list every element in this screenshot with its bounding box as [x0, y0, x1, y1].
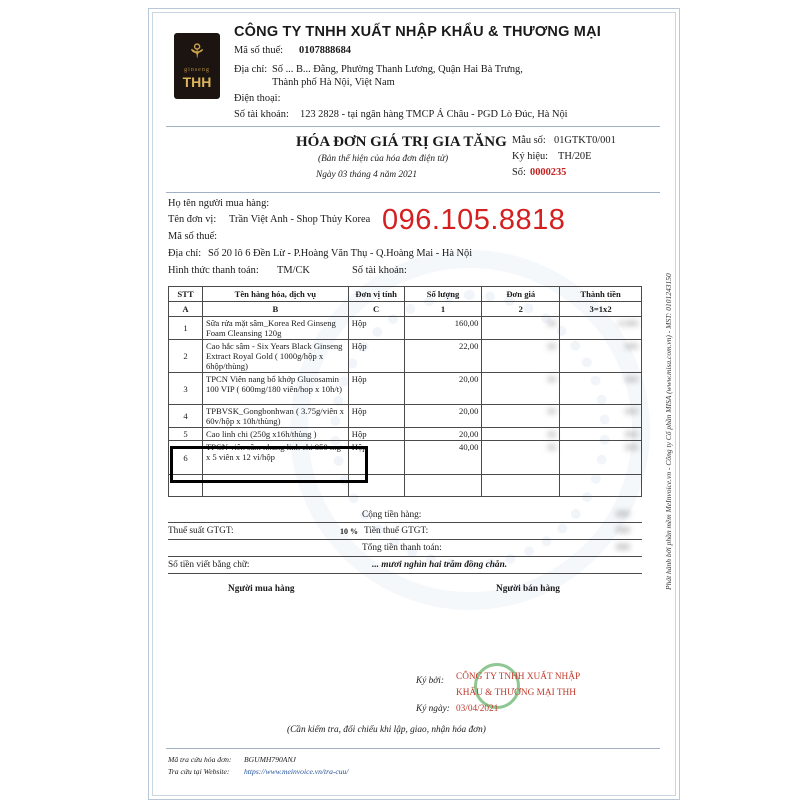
row-name: TPCN viên sâm nhung linh chi 850 mg x 5 viên x 12 vỉ/hộp	[202, 441, 348, 475]
title-divider	[166, 192, 660, 193]
signed-date-label: Ký ngày:	[416, 704, 450, 714]
invoice-date: Ngày 03 tháng 4 năm 2021	[316, 170, 417, 180]
buyer-tax-label: Mã số thuế:	[168, 231, 218, 242]
col-code: 1	[404, 302, 482, 317]
row-qty: 22,00	[404, 340, 482, 373]
row-qty: 20,00	[404, 373, 482, 405]
table-row	[169, 340, 642, 373]
table-code-row	[169, 302, 642, 317]
buyer-unit-value: Trần Việt Anh - Shop Thủy Korea	[229, 214, 371, 225]
row-price: 00	[482, 317, 560, 340]
row-amount: 000	[560, 340, 642, 373]
logo-brand: ginseng	[184, 67, 210, 73]
seller-tax-code: 0107888684	[299, 45, 351, 56]
row-6-highlight-box	[170, 446, 368, 483]
col-header: Tên hàng hóa, dịch vụ	[202, 287, 348, 302]
buyer-address-value: Số 20 lô 6 Đền Lừ - P.Hoàng Văn Thụ - Q.Hoàng Mai - Hà Nội	[208, 248, 473, 259]
row-stt: 4	[169, 405, 203, 428]
totals-divider	[168, 522, 642, 523]
lookup-site-link[interactable]: https://www.meinvoice.vn/tra-cuu/	[244, 767, 349, 776]
row-amount: 000	[560, 441, 642, 475]
footer-divider	[166, 748, 660, 749]
buyer-signature-label: Người mua hàng	[228, 584, 295, 594]
row-stt: 5	[169, 428, 203, 441]
row-unit: Hộp	[348, 441, 404, 475]
row-stt: 3	[169, 373, 203, 405]
row-price: 00	[482, 405, 560, 428]
seller-account-label: Số tài khoản:	[234, 109, 289, 120]
header-divider	[166, 126, 660, 127]
row-unit: Hộp	[348, 405, 404, 428]
lookup-site-label: Tra cứu tại Website:	[168, 767, 230, 776]
col-code: 2	[482, 302, 560, 317]
col-code: A	[169, 302, 203, 317]
invoice-title: HÓA ĐƠN GIÁ TRỊ GIA TĂNG	[296, 134, 507, 150]
form-value: 01GTKT0/001	[554, 135, 616, 146]
payment-value: TM/CK	[277, 265, 310, 276]
table-row	[169, 405, 642, 428]
side-issuer-text	[662, 210, 674, 590]
row-stt: 2	[169, 340, 203, 373]
seller-signature-label: Người bán hàng	[496, 584, 560, 594]
total-label: Tổng tiền thanh toán:	[362, 543, 442, 553]
seller-account-value: 123 2828 - tại ngân hàng TMCP Á Châu - PGD Lò Đúc, Hà Nội	[300, 109, 568, 120]
table-row	[169, 373, 642, 405]
seller-company-name: CÔNG TY TNHH XUẤT NHẬP KHẨU & THƯƠNG MẠI	[234, 24, 601, 40]
subtotal-value: 000	[616, 510, 630, 520]
buyer-address-label: Địa chỉ:	[168, 248, 202, 259]
row-qty: 160,00	[404, 317, 482, 340]
row-price: 00	[482, 373, 560, 405]
seller-tax-label: Mã số thuế:	[234, 45, 284, 56]
check-note: (Cần kiểm tra, đối chiếu khi lập, giao, nhận hóa đơn)	[287, 725, 486, 735]
signed-by-line2: KHẨU & THƯƠNG MẠI THH	[456, 688, 576, 698]
row-unit: Hộp	[348, 317, 404, 340]
row-amount: 000	[560, 428, 642, 441]
amount-in-words-label: Số tiền viết bằng chữ:	[168, 560, 250, 570]
buyer-name-label: Họ tên người mua hàng:	[168, 198, 270, 209]
symbol-label: Ký hiệu:	[512, 151, 549, 162]
invoice-number: 0000235	[530, 167, 567, 178]
lookup-code: BGUMH790ANJ	[244, 755, 296, 764]
side-issuer-label: Phát hành bởi phần mềm MeInvoice.vn - Công ty Cổ phần MISA (www.misa.com.vn) - MST: 0101243150	[664, 273, 673, 590]
row-name: TPBVSK_Gongbonhwan ( 3.75g/viên x 60v/hộp x 10h/thùng)	[202, 405, 348, 428]
col-header: STT	[169, 287, 203, 302]
table-header-row	[169, 287, 642, 302]
col-code: B	[202, 302, 348, 317]
row-name: Cao linh chi (250g x16h/thùng )	[202, 428, 348, 441]
row-name: TPCN Viên nang bổ khớp Glucosamin 100 VIP ( 600mg/180 viên/hop x 10h/t)	[202, 373, 348, 405]
row-name: Sữa rửa mặt sâm_Korea Red Ginseng Foam Cleansing 120g	[202, 317, 348, 340]
col-code: 3=1x2	[560, 302, 642, 317]
signature-check-icon	[474, 663, 520, 709]
row-price: 00	[482, 340, 560, 373]
col-header: Thành tiền	[560, 287, 642, 302]
signed-by-line1: CÔNG TY TNHH XUẤT NHẬP	[456, 672, 581, 682]
vat-amount-label: Tiền thuế GTGT:	[364, 526, 429, 536]
totals-divider	[168, 556, 642, 557]
row-unit: Hộp	[348, 428, 404, 441]
row-amount: 000	[560, 373, 642, 405]
phone-overlay: 096.105.8818	[382, 204, 566, 236]
seller-address-line2: Thành phố Hà Nội, Việt Nam	[272, 77, 395, 88]
totals-divider	[168, 539, 642, 540]
total-value: 000	[616, 543, 630, 553]
vat-rate-value: 10 %	[340, 527, 358, 536]
form-label: Mẫu số:	[512, 135, 546, 146]
seller-address-label: Địa chỉ:	[234, 64, 268, 75]
seller-phone-label: Điện thoại:	[234, 93, 281, 104]
row-qty: 20,00	[404, 405, 482, 428]
row-stt: 1	[169, 317, 203, 340]
signed-by-label: Ký bởi:	[416, 676, 444, 686]
row-price: 00	[482, 428, 560, 441]
vat-amount-value: 000	[616, 526, 630, 536]
signed-date-value: 03/04/2021	[456, 704, 499, 714]
col-header: Số lượng	[404, 287, 482, 302]
row-qty: 40,00	[404, 441, 482, 475]
col-header: Đơn vị tính	[348, 287, 404, 302]
table-row	[169, 317, 642, 340]
invoice-subtitle: (Bản thể hiện của hóa đơn điện tử)	[318, 154, 449, 164]
row-amount: 000	[560, 405, 642, 428]
row-stt: 6	[169, 441, 203, 475]
subtotal-label: Cộng tiền hàng:	[362, 510, 422, 520]
row-name: Cao hắc sâm - Six Years Black Ginseng Extract Royal Gold ( 1000g/hộp x 6hộp/thùng)	[202, 340, 348, 373]
row-unit: Hộp	[348, 373, 404, 405]
totals-divider	[168, 573, 642, 574]
table-row	[169, 428, 642, 441]
number-label: Số:	[512, 167, 526, 178]
ginseng-root-icon: ⚘	[188, 41, 206, 63]
logo-text: THH	[182, 74, 212, 90]
symbol-value: TH/20E	[558, 151, 592, 162]
col-header: Đơn giá	[482, 287, 560, 302]
lookup-code-label: Mã tra cứu hóa đơn:	[168, 755, 232, 764]
row-qty: 20,00	[404, 428, 482, 441]
buyer-account-label: Số tài khoản:	[352, 265, 407, 276]
row-unit: Hộp	[348, 340, 404, 373]
company-logo	[174, 33, 220, 99]
col-code: C	[348, 302, 404, 317]
seller-address-line1: Số ... B... Đằng, Phường Thanh Lương, Quận Hai Bà Trưng,	[272, 64, 523, 75]
row-amount: 0.000	[560, 317, 642, 340]
buyer-unit-label: Tên đơn vị:	[168, 214, 217, 225]
row-price: 00	[482, 441, 560, 475]
vat-rate-label: Thuế suất GTGT:	[168, 526, 234, 536]
amount-in-words-value: ... mươi nghìn hai trăm đồng chẵn.	[372, 560, 508, 570]
payment-label: Hình thức thanh toán:	[168, 265, 259, 276]
